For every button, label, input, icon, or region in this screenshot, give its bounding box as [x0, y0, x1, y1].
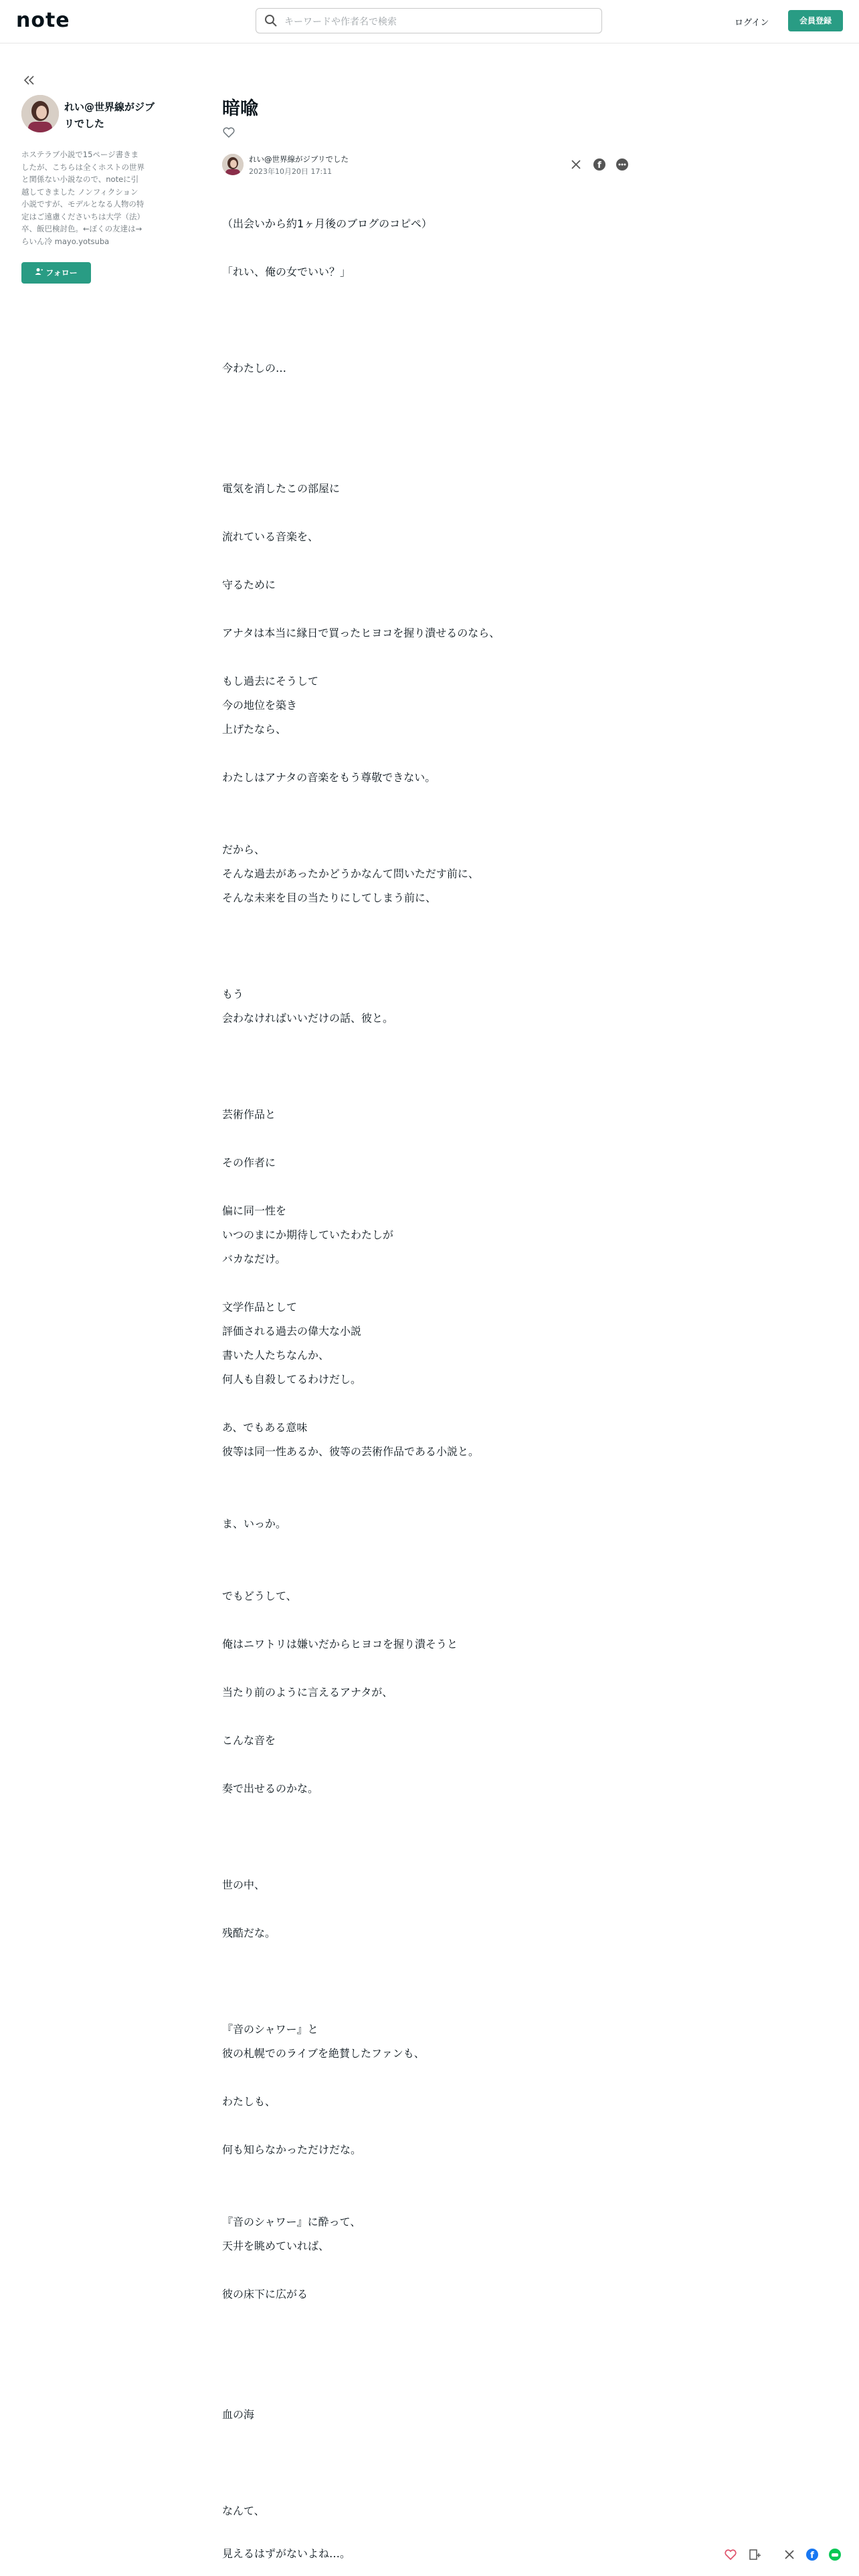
body-line: バカなだけ。	[222, 1253, 286, 1265]
x-icon[interactable]	[783, 2548, 796, 2561]
meta-avatar-photo	[222, 154, 244, 175]
body-line: 俺はニワトリは嫌いだからヒヨコを握り潰そうと	[222, 1638, 458, 1650]
search-placeholder: キーワードや作者名で検索	[284, 17, 397, 27]
body-line: 彼の札幌でのライブを絶賛したファンも、	[222, 2047, 425, 2060]
body-line: わたしはアナタの音楽をもう尊敬できない。	[222, 771, 436, 784]
body-line: なんて、	[222, 2504, 265, 2517]
facebook-icon[interactable]	[805, 2548, 819, 2561]
body-line: 何も知らなかっただけだな。	[222, 2143, 362, 2156]
author-name[interactable]: れい@世界線がジブリでした	[64, 101, 155, 130]
body-line: 残酷だな。	[222, 1927, 276, 1939]
facebook-icon[interactable]	[593, 158, 606, 171]
body-line: もう	[222, 988, 244, 1000]
search-box[interactable]	[256, 8, 602, 33]
body-line: 上げたなら、	[222, 723, 287, 736]
line-icon[interactable]	[828, 2548, 842, 2561]
body-line: もし過去にそうして	[222, 675, 319, 687]
follow-label: フォロー	[45, 268, 78, 278]
body-line: 評価される過去の偉大な小説	[222, 1325, 362, 1337]
body-line: 天井を眺めていれば、	[222, 2240, 330, 2252]
body-line: 当たり前のように言えるアナタが、	[222, 1686, 393, 1699]
heart-icon[interactable]	[222, 126, 235, 139]
article-title: 暗喩	[222, 98, 258, 119]
body-line: こんな音を	[222, 1734, 276, 1747]
body-line: 『音のシャワー』と	[222, 2023, 318, 2036]
body-line: 血の海	[222, 2408, 255, 2421]
author-bio: ホステラブ小説で15ページ書きましたが、こちらは全くホストの世界と関係ない小説なので、noteに引越してきました ノンフィクション小説ですが、モデルとなる人物の特定はご遠慮くださいちは大学（法）卒、飯巴検討色。←ぼくの友達は→らいん冷 mayo.yotsuba	[21, 150, 145, 246]
magazine-add-icon[interactable]	[748, 2548, 761, 2561]
body-line: 偏に同一性を	[222, 1204, 287, 1217]
body-line: 彼等は同一性あるか、彼等の芸術作品である小説と。	[222, 1445, 480, 1458]
body-line: 彼の床下に広がる	[222, 2288, 308, 2300]
body-line: 見えるはずがないよね…。	[222, 2547, 351, 2560]
publish-date: 2023年10月20日 17:11	[249, 167, 332, 176]
body-line: 文学作品として	[222, 1301, 298, 1313]
search-icon	[264, 14, 278, 27]
body-line: 今の地位を築き	[222, 699, 298, 712]
body-line: （出会いから約1ヶ月後のブログのコピペ）	[222, 217, 432, 230]
body-line: あ、でもある意味	[222, 1421, 308, 1434]
avatar-photo	[21, 95, 59, 132]
meta-author-avatar[interactable]	[222, 154, 244, 175]
body-line: その作者に	[222, 1156, 276, 1169]
body-line: 流れている音楽を、	[222, 530, 319, 543]
meta-author-name[interactable]: れい@世界線がジブリでした	[249, 154, 349, 164]
body-line: 書いた人たちなんか、	[222, 1349, 330, 1362]
body-line: 『音のシャワー』に酔って、	[222, 2216, 361, 2228]
double-chevron-left-icon[interactable]	[23, 74, 36, 87]
follow-button[interactable]	[21, 262, 91, 284]
svg-text:f: f	[810, 2551, 814, 2561]
body-line: 芸術作品と	[222, 1108, 276, 1121]
body-line: 何人も自殺してるわけだし。	[222, 1373, 362, 1386]
body-line: 今わたしの…	[222, 362, 287, 374]
body-line: でもどうして、	[222, 1590, 297, 1602]
body-line: 世の中、	[222, 1879, 266, 1891]
body-line: そんな過去があったかどうかなんて問いただす前に、	[222, 867, 479, 880]
body-line: 電気を消したこの部屋に	[222, 482, 341, 495]
bottom-action-bar	[716, 2543, 856, 2567]
login-link[interactable]: ログイン	[735, 18, 769, 28]
author-avatar[interactable]	[21, 95, 59, 132]
site-header	[0, 0, 859, 43]
x-icon[interactable]	[570, 158, 582, 171]
body-line: 奏で出せるのかな。	[222, 1782, 319, 1795]
body-line: 会わなければいいだけの話、彼と。	[222, 1012, 394, 1025]
note-logo[interactable]: note	[16, 9, 70, 32]
body-line: 守るために	[222, 578, 276, 591]
signup-button[interactable]: 会員登録	[788, 10, 843, 31]
body-line: 「れい、俺の女でいい？」	[222, 265, 351, 278]
svg-text:f: f	[597, 160, 601, 171]
body-line: アナタは本当に縁日で買ったヒヨコを握り潰せるのなら、	[222, 627, 500, 639]
body-line: だから、	[222, 843, 266, 856]
body-line: わたしも、	[222, 2095, 276, 2108]
body-line: いつのまにか期待していたわたしが	[222, 1228, 394, 1241]
share-icon[interactable]	[615, 158, 629, 171]
heart-icon[interactable]	[724, 2548, 737, 2561]
body-line: そんな未来を目の当たりにしてしまう前に、	[222, 891, 437, 904]
add-user-icon	[35, 262, 43, 284]
body-line: ま、いっか。	[222, 1517, 287, 1530]
